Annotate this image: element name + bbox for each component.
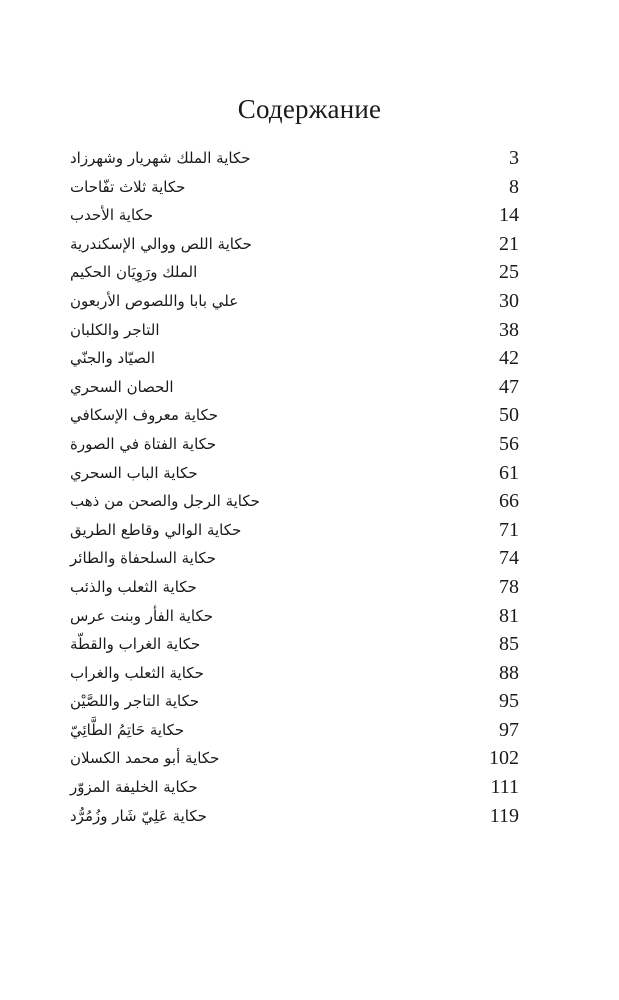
toc-entry[interactable] [0, 545, 619, 574]
toc-entry-title: حكاية التاجر واللصَّيْن [70, 692, 200, 711]
toc-entry[interactable] [0, 603, 619, 632]
toc-entry[interactable] [0, 803, 619, 832]
toc-entry-title: حكاية الثعلب والغراب [70, 663, 204, 682]
toc-entry-page-number: 47 [499, 375, 519, 398]
toc-entry[interactable] [0, 774, 619, 803]
toc-entry-title: حكاية السلحفاة والطائر [70, 549, 216, 568]
toc-entry-title: حكاية الغراب والقطّة [70, 635, 201, 654]
toc-entry-page-number: 97 [499, 718, 519, 741]
toc-entry-page-number: 38 [499, 318, 519, 341]
toc-entry-page-number: 81 [499, 604, 519, 627]
toc-entry-page-number: 14 [499, 204, 519, 227]
toc-entry[interactable] [0, 345, 619, 374]
toc-entry-title: حكاية الملك شهريار وشهرزاد [70, 149, 251, 167]
toc-entry-page-number: 111 [490, 776, 519, 799]
toc-entry-title: الملك ورَوِيَان الحكيم [70, 263, 198, 282]
toc-entry[interactable] [0, 317, 619, 346]
toc-entry-page-number: 50 [499, 404, 519, 427]
toc-entry[interactable] [0, 688, 619, 717]
toc-entry-page-number: 25 [499, 261, 519, 284]
toc-entry-title: حكاية حَاتِمُ الطَّائِيّ [70, 720, 185, 739]
toc-entry-title: حكاية أبو محمد الكسلان [70, 749, 220, 768]
toc-entry-page-number: 21 [499, 232, 519, 255]
toc-entry-page-number: 74 [499, 547, 519, 570]
toc-entry[interactable] [0, 374, 619, 403]
page-title: Содержание [237, 94, 382, 124]
toc-entry-page-number: 71 [499, 518, 519, 541]
toc-entry-page-number: 3 [509, 147, 519, 169]
toc-entry-title: حكاية الباب السحري [70, 463, 198, 482]
toc-entry[interactable] [0, 517, 619, 546]
toc-entry[interactable] [0, 717, 619, 746]
toc-entry-title: حكاية الخليفة المزوّر [70, 778, 198, 797]
toc-entry[interactable] [0, 231, 619, 260]
toc-entry[interactable] [0, 202, 619, 231]
toc-entry-page-number: 88 [499, 661, 519, 684]
toc-entry-page-number: 66 [499, 490, 519, 513]
toc-entry-page-number: 78 [499, 575, 519, 598]
toc-entry-title: حكاية اللص ووالي الإسكندرية [70, 234, 252, 253]
toc-entry-title: حكاية الأحدب [70, 206, 154, 225]
toc-entry-page-number: 30 [499, 289, 519, 312]
toc-entry-title: حكاية عَلِيّ شَار وزُمُرُّد [70, 806, 207, 825]
toc-entry[interactable] [0, 660, 619, 689]
toc-entry-title: حكاية الفأر وبنت عرس [70, 606, 213, 625]
toc-entry-title: علي بابا واللصوص الأربعون [70, 291, 239, 310]
toc-entry-title: حكاية الفتاة في الصورة [70, 434, 217, 453]
toc-entry[interactable] [0, 745, 619, 774]
toc-entry-page-number: 95 [499, 690, 519, 713]
toc-entry[interactable] [0, 431, 619, 460]
toc-entry-title: التاجر والكلبان [70, 320, 160, 339]
toc-entry-title: حكاية الثعلب والذئب [70, 577, 197, 596]
toc-entry-title: حكاية ثلاث تفّاحات [70, 177, 186, 196]
toc-entry[interactable] [0, 174, 619, 203]
toc-entry-page-number: 61 [499, 461, 519, 484]
toc-entry[interactable] [0, 288, 619, 317]
toc-entry[interactable] [0, 145, 619, 174]
toc-entry-page-number: 42 [499, 347, 519, 370]
toc-entry-page-number: 102 [489, 747, 519, 770]
toc-entry[interactable] [0, 574, 619, 603]
toc-entry-page-number: 8 [509, 175, 519, 198]
toc-entry[interactable] [0, 460, 619, 489]
toc-entry[interactable] [0, 402, 619, 431]
table-of-contents [0, 145, 619, 831]
toc-entry-title: حكاية الرجل والصحن من ذهب [70, 492, 260, 511]
toc-entry-page-number: 56 [499, 432, 519, 455]
toc-entry[interactable] [0, 259, 619, 288]
toc-entry-title: حكاية معروف الإسكافي [70, 406, 219, 425]
toc-entry-title: حكاية الوالي وقاطع الطريق [70, 520, 242, 539]
toc-entry-title: الصيّاد والجنّي [70, 349, 155, 368]
toc-entry-title: الحصان السحري [70, 377, 174, 396]
toc-entry-page-number: 85 [499, 633, 519, 656]
toc-entry[interactable] [0, 631, 619, 660]
toc-entry-page-number: 119 [489, 804, 519, 827]
toc-entry[interactable] [0, 488, 619, 517]
